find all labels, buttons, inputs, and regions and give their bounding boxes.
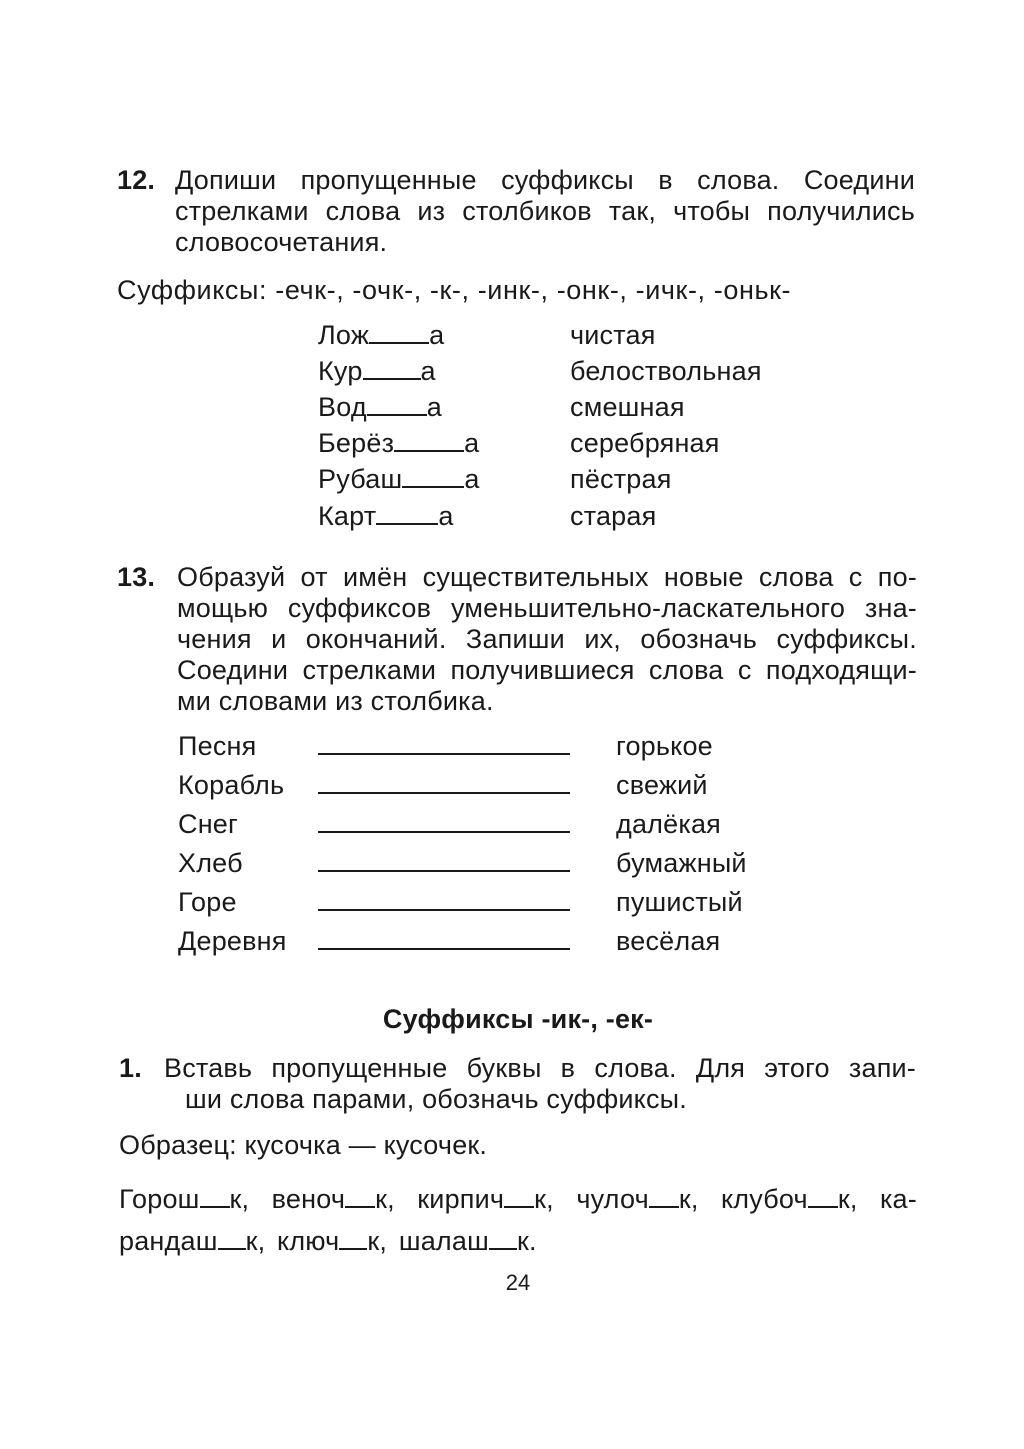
- word-end: а: [464, 428, 480, 458]
- word-end: а: [426, 392, 443, 422]
- task-13-noun-4: Хлеб: [178, 848, 243, 878]
- task-12-word-3: [318, 392, 442, 422]
- word-start: Карт: [318, 501, 377, 531]
- task-12-adj-4: серебряная: [570, 428, 720, 458]
- task-12-line-3: словосочетания.: [175, 227, 388, 257]
- answer-blank[interactable]: [808, 1184, 838, 1208]
- answer-blank[interactable]: [218, 1226, 246, 1250]
- word-start: Рубаш: [318, 464, 403, 494]
- answer-line[interactable]: [318, 870, 570, 872]
- task-12-adj-3: смешная: [570, 392, 685, 422]
- answer-blank[interactable]: [489, 1226, 517, 1250]
- task-13-adj-3: далёкая: [616, 809, 721, 839]
- task-12-adj-5: пёстрая: [570, 464, 672, 494]
- exercise-word: клубоч к,: [720, 1184, 858, 1214]
- word-end: а: [420, 356, 436, 386]
- exercise-word: ключ к,: [277, 1226, 388, 1256]
- answer-blank[interactable]: [200, 1184, 230, 1208]
- page-number: 24: [505, 1270, 531, 1295]
- task-13-adj-1: горькое: [616, 731, 713, 761]
- task-12-line-1: Допиши пропущенные суффиксы в слова. Соедини: [175, 165, 915, 195]
- exercise-word: веноч к,: [271, 1184, 395, 1214]
- answer-line[interactable]: [318, 909, 570, 911]
- task-12-adj-2: белоствольная: [570, 356, 762, 386]
- task-13-line-3: чения и окончаний. Запиши их, обозначь суффиксы.: [177, 624, 917, 654]
- answer-blank[interactable]: [369, 320, 429, 344]
- task-13-noun-5: Горе: [178, 887, 237, 917]
- task-12-number: 12.: [117, 165, 156, 195]
- answer-blank[interactable]: [394, 428, 464, 452]
- task-13-adj-4: бумажный: [616, 848, 747, 878]
- task-13-noun-1: Песня: [178, 731, 257, 761]
- task-1-line-2: ши слова парами, обозначь суффиксы.: [185, 1084, 687, 1114]
- exercise-word: рандаш к,: [119, 1226, 266, 1256]
- answer-line[interactable]: [318, 831, 570, 833]
- example-line: Образец: кусочка — кусочек.: [119, 1130, 488, 1160]
- answer-blank[interactable]: [339, 1226, 367, 1250]
- word-end: а: [429, 320, 445, 350]
- task-12-adj-1: чистая: [570, 320, 656, 350]
- answer-blank[interactable]: [402, 464, 464, 488]
- word-start: Лож: [318, 320, 370, 350]
- word-start: Вод: [318, 392, 367, 422]
- word-start: Берёз: [318, 428, 395, 458]
- task-12-word-1: [318, 320, 444, 350]
- exercise-word: чулоч к,: [576, 1184, 699, 1214]
- task-13-adj-5: пушистый: [616, 887, 743, 917]
- task-13-noun-2: Корабль: [178, 770, 285, 800]
- word-start: Кур: [318, 356, 363, 386]
- task-13-adj-2: свежий: [616, 770, 708, 800]
- answer-line[interactable]: [318, 948, 570, 950]
- exercise-word: шалаш к.: [398, 1226, 537, 1256]
- exercise-word: кирпич к,: [417, 1184, 554, 1214]
- task-13-number: 13.: [117, 562, 156, 592]
- answer-blank[interactable]: [367, 392, 427, 416]
- task-1-line-1: Вставь пропущенные буквы в слова. Для этого запи-: [164, 1053, 916, 1083]
- task-12-word-5: [318, 464, 480, 494]
- answer-blank[interactable]: [363, 356, 421, 380]
- answer-line[interactable]: [318, 753, 570, 755]
- word-end: а: [464, 464, 480, 494]
- task-13-line-1: Образуй от имён существительных новые слова с по-: [177, 562, 917, 592]
- task-13-noun-3: Снег: [178, 809, 239, 839]
- answer-blank[interactable]: [376, 501, 438, 525]
- exercise-line-1: [119, 1184, 917, 1214]
- section-heading: Суффиксы -ик-, -ек-: [382, 1004, 654, 1034]
- task-1-number: 1.: [119, 1053, 142, 1083]
- task-12-word-2: [318, 356, 436, 386]
- exercise-word: Горош к,: [119, 1184, 250, 1214]
- task-12-adj-6: старая: [570, 501, 657, 531]
- task-13-line-2: мощью суффиксов уменьшительно-ласкательного зна-: [177, 593, 917, 623]
- answer-blank[interactable]: [504, 1184, 534, 1208]
- answer-blank[interactable]: [649, 1184, 679, 1208]
- answer-blank[interactable]: [345, 1184, 375, 1208]
- exercise-word-tail: ка-: [879, 1184, 917, 1214]
- task-13-line-5: ми словами из столбика.: [177, 686, 494, 716]
- answer-line[interactable]: [318, 792, 570, 794]
- task-13-noun-6: Деревня: [178, 926, 287, 956]
- task-13-adj-6: весёлая: [616, 926, 721, 956]
- task-13-line-4: Соедини стрелками получившиеся слова с подходящи-: [177, 655, 917, 685]
- task-12-line-2: стрелками слова из столбиков так, чтобы получились: [175, 196, 915, 226]
- word-end: а: [438, 501, 454, 531]
- exercise-line-2: [119, 1226, 537, 1256]
- task-12-word-6: [318, 501, 454, 531]
- task-12-word-4: [318, 428, 479, 458]
- suffixes-list: Суффиксы: -ечк-, -очк-, -к-, -инк-, -онк-, -ичк-, -оньк-: [117, 275, 792, 305]
